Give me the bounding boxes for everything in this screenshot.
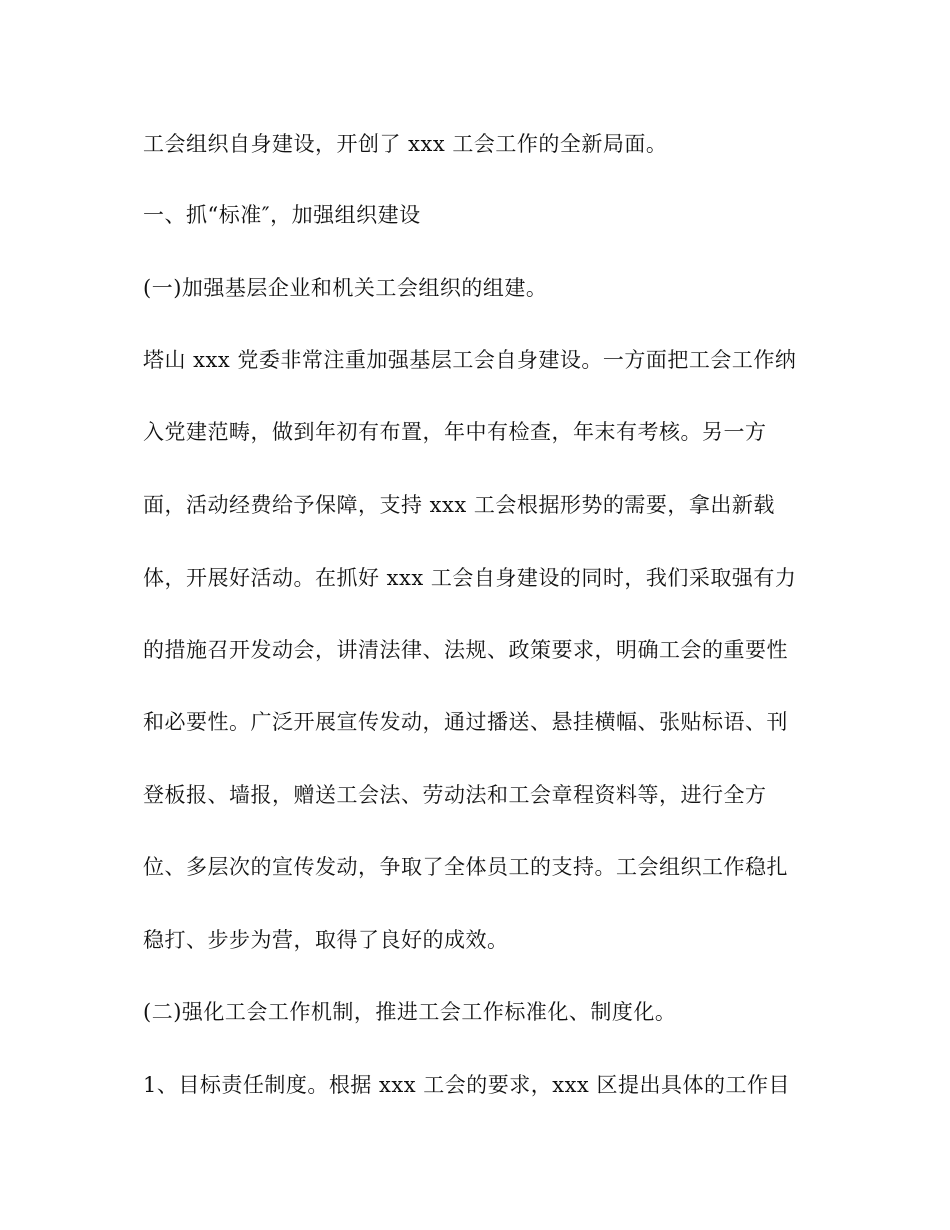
text-line-12: 稳打、步步为营，取得了良好的成效。 <box>143 928 509 952</box>
section-heading-1: 一、抓“标准″，加强组织建设 <box>143 203 421 227</box>
subsection-heading-2: (二)强化工会工作机制，推进工会工作标准化、制度化。 <box>143 1000 677 1024</box>
text-line-7: 体，开展好活动。在抓好 xxx 工会自身建设的同时，我们采取强有力 <box>143 566 797 590</box>
text-line-1: 工会组织自身建设，开创了 xxx 工会工作的全新局面。 <box>143 132 668 156</box>
text-line-4: 塔山 xxx 党委非常注重加强基层工会自身建设。一方面把工会工作纳 <box>143 348 797 372</box>
subsection-heading-1: (一)加强基层企业和机关工会组织的组建。 <box>143 276 548 300</box>
text-line-11: 位、多层次的宣传发动，争取了全体员工的支持。工会组织工作稳扎 <box>143 855 788 879</box>
text-line-10: 登板报、墙报，赠送工会法、劳动法和工会章程资料等，进行全方 <box>143 783 767 807</box>
text-line-8: 的措施召开发动会，讲清法律、法规、政策要求，明确工会的重要性 <box>143 638 788 662</box>
text-line-9: 和必要性。广泛开展宣传发动，通过播送、悬挂横幅、张贴标语、刊 <box>143 710 788 734</box>
text-line-6: 面，活动经费给予保障，支持 xxx 工会根据形势的需要，拿出新载 <box>143 493 775 517</box>
text-line-5: 入党建范畴，做到年初有布置，年中有检查，年末有考核。另一方 <box>143 420 767 444</box>
text-line-14: 1、目标责任制度。根据 xxx 工会的要求，xxx 区提出具体的工作目 <box>143 1073 790 1097</box>
